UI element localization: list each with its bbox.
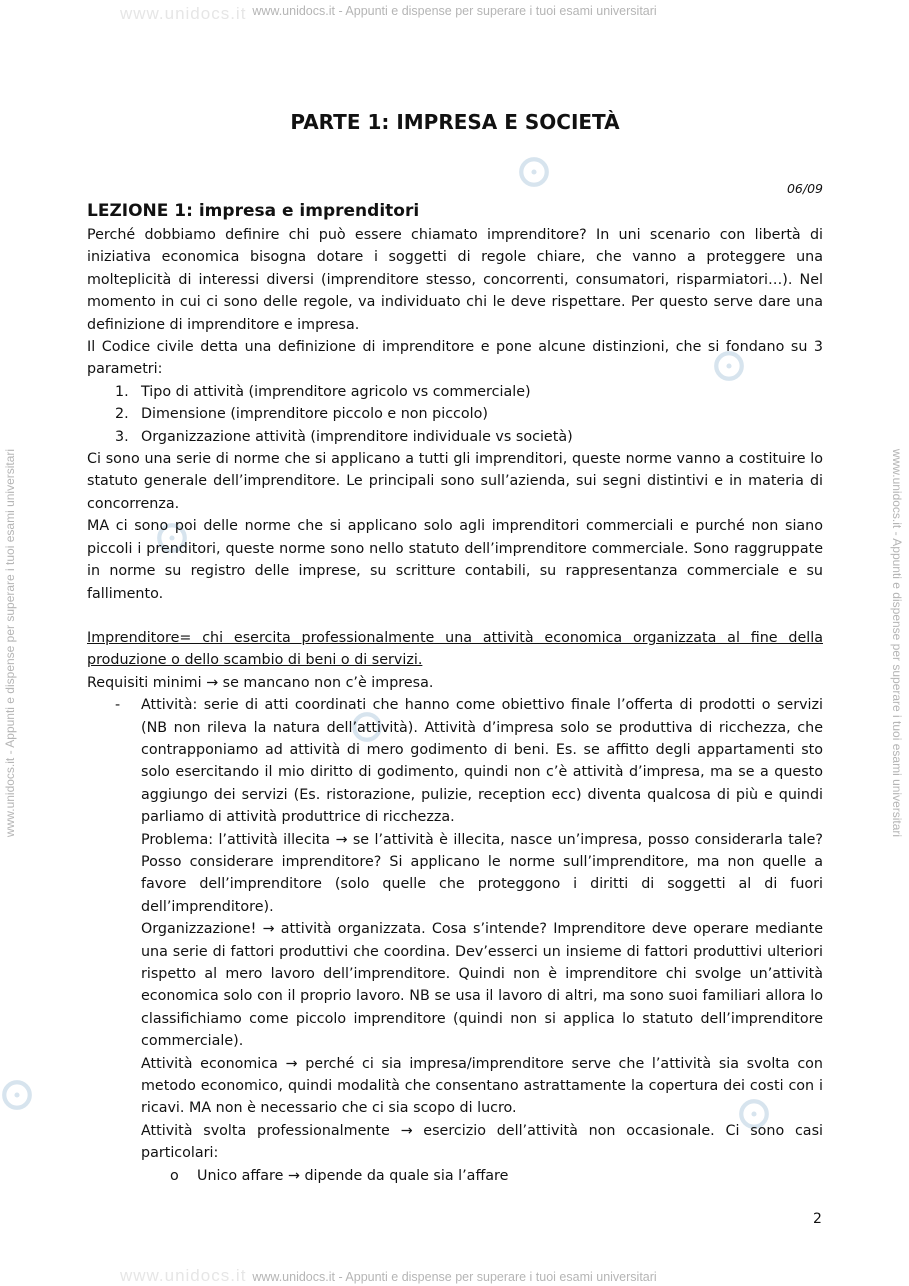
watermark-ghost-bottom: www.unidocs.it	[120, 1266, 247, 1285]
definition-imprenditore: Imprenditore= chi esercita professionalmente una attività economica organizzata al fine della produzione o dello scambio di beni o di servizi.	[87, 629, 823, 669]
list-item-attivita: - Attività: serie di atti coordinati che hanno come obiettivo finale l’offerta di prodotti o servizi (NB non rileva la natura dell’attività). Attività d’impresa solo se produttiva di ricchezza, che contrapponiamo ad attività di mero godimento di beni. Es. se affitto degli appartamenti sto solo esercitando il mio diritto di godimento, quindi non c’è attività d’impresa, ma se a questo aggiungo dei servizi (Es. ristorazione, pulizie, reception ecc) diventa qualcosa di più e quindi parliamo di attività produttrice di ricchezza. Problema: l’attività illecita → se l’attività è illecita, nasce un’impresa, posso considerarla tale? Posso considerare imprenditore? Si applicano le norme sull’imprenditore, ma non quelle a favore dell’imprenditore (solo quelle che proteggono i diritti di soggetti al di fuori dell’imprenditore). Organizzazione! → attività organizzata. Cosa s’intende? Imprenditore deve operare mediante una serie di fattori produttivi che coordina. Dev’esserci un insieme di fattori produttivi ulteriori rispetto al mero lavoro dell’imprenditore. Quindi non è imprenditore chi svolge un’attività economica solo con il proprio lavoro. NB se usa il lavoro di altri, ma sono suoi familiari allora lo classifichiamo come piccolo imprenditore (quindi non si applica lo statuto dell’imprenditore commerciale). Attività economica → perché ci sia impresa/imprenditore serve che l’attività sia svolta con metodo economico, quindi modalità che consentano astrattamente la copertura dei costi con i ricavi. MA non è necessario che ci sia scopo di lucro. Attività svolta professionalmente → esercizio dell’attività non occasionale. Ci sono casi particolari:	[87, 694, 823, 1165]
list-item: 1. Tipo di attività (imprenditore agricolo vs commerciale)	[115, 383, 531, 400]
watermark-bottom: www.unidocs.it - Appunti e dispense per superare i tuoi esami universitari	[252, 1270, 657, 1284]
lesson-date: 06/09	[786, 181, 823, 196]
paragraph-problema: Problema: l’attività illecita → se l’attività è illecita, nasce un’impresa, posso considerarla tale? Posso considerare imprenditore? Si applicano le norme sull’imprenditore, ma non quelle a favore dell’imprenditore (solo quelle che proteggono i diritti di soggetti al di fuori dell’imprenditore).	[141, 831, 823, 915]
watermark-logo-icon	[517, 155, 551, 189]
paragraph-statuto-commerciale: MA ci sono poi delle norme che si applicano solo agli imprenditori commerciali e purché non siano piccoli i prenditori, queste norme sono nello statuto dell’imprenditore commerciale. Sono raggruppate in norme su registro delle imprese, su scritture contabili, su rappresentanza commerciale e su fallimento.	[87, 518, 823, 602]
document-title: PARTE 1: IMPRESA E SOCIETÀ	[290, 110, 620, 134]
paragraph-requisiti: Requisiti minimi → se mancano non c’è impresa.	[87, 674, 434, 691]
paragraph-intro: Perché dobbiamo definire chi può essere chiamato imprenditore? In uni scenario con libertà di iniziativa economica bisogna dotare i soggetti di regole chiare, che vanno a proteggere una molteplicità di interessi diversi (imprenditore stesso, concorrenti, consumatori, risparmiatori…). Nel momento in cui ci sono delle regole, va individuato chi le deve rispettare. Per questo serve dare una definizione di imprenditore e impresa.	[87, 227, 823, 333]
page-number: 2	[813, 1211, 822, 1227]
list-item: 2. Dimensione (imprenditore piccolo e non piccolo)	[115, 406, 488, 423]
lesson-heading: LEZIONE 1: impresa e imprenditori	[87, 201, 420, 221]
watermark-right: www.unidocs.it - Appunti e dispense per superare i tuoi esami universitari	[890, 448, 904, 838]
paragraph-organizzazione: Organizzazione! → attività organizzata. Cosa s’intende? Imprenditore deve operare mediante una serie di fattori produttivi che coordina. Dev’esserci un insieme di fattori produttivi ulteriori rispetto al mero lavoro dell’imprenditore. Quindi non è imprenditore chi svolge un’attività economica solo con il proprio lavoro. NB se usa il lavoro di altri, ma sono suoi familiari allora lo classifichiamo come piccolo imprenditore (quindi non si applica lo statuto dell’imprenditore commerciale).	[141, 921, 823, 1050]
document-body	[87, 224, 823, 1187]
sub-list-item: o Unico affare → dipende da quale sia l’affare	[170, 1167, 509, 1184]
blank-line	[87, 605, 823, 627]
paragraph-professionale: Attività svolta professionalmente → esercizio dell’attività non occasionale. Ci sono casi particolari:	[141, 1122, 823, 1162]
watermark-ghost-top: www.unidocs.it	[120, 4, 247, 23]
paragraph-attivita-economica: Attività economica → perché ci sia impresa/imprenditore serve che l’attività sia svolta con metodo economico, quindi modalità che consentano astrattamente la copertura dei costi con i ricavi. MA non è necessario che ci sia scopo di lucro.	[141, 1055, 823, 1117]
paragraph-codice-civile: Il Codice civile detta una definizione di imprenditore e pone alcune distinzioni, che si fondano su 3 parametri:	[87, 339, 823, 378]
paragraph-statuto-generale: Ci sono una serie di norme che si applicano a tutti gli imprenditori, queste norme vanno a costituire lo statuto generale dell’imprenditore. Le principali sono sull’azienda, sui segni distintivi e in materia di concorrenza.	[87, 451, 823, 512]
watermark-logo-icon	[0, 1078, 34, 1112]
watermark-top: www.unidocs.it - Appunti e dispense per superare i tuoi esami universitari	[252, 4, 657, 18]
paragraph-attivita: Attività: serie di atti coordinati che hanno come obiettivo finale l’offerta di prodotti o servizi (NB non rileva la natura dell’attività). Attività d’impresa solo se produttiva di ricchezza, che contrapponiamo ad attività di mero godimento di beni. Es. se affitto degli appartamenti sto solo esercitando il mio diritto di godimento, quindi non c’è attività d’impresa, ma se a questo aggiungo dei servizi (Es. ristorazione, pulizie, reception ecc) diventa qualcosa di più e quindi parliamo di attività produttrice di ricchezza.	[141, 697, 823, 826]
watermark-left: www.unidocs.it - Appunti e dispense per superare i tuoi esami universitari	[3, 448, 17, 838]
list-item: 3. Organizzazione attività (imprenditore individuale vs società)	[115, 428, 573, 445]
